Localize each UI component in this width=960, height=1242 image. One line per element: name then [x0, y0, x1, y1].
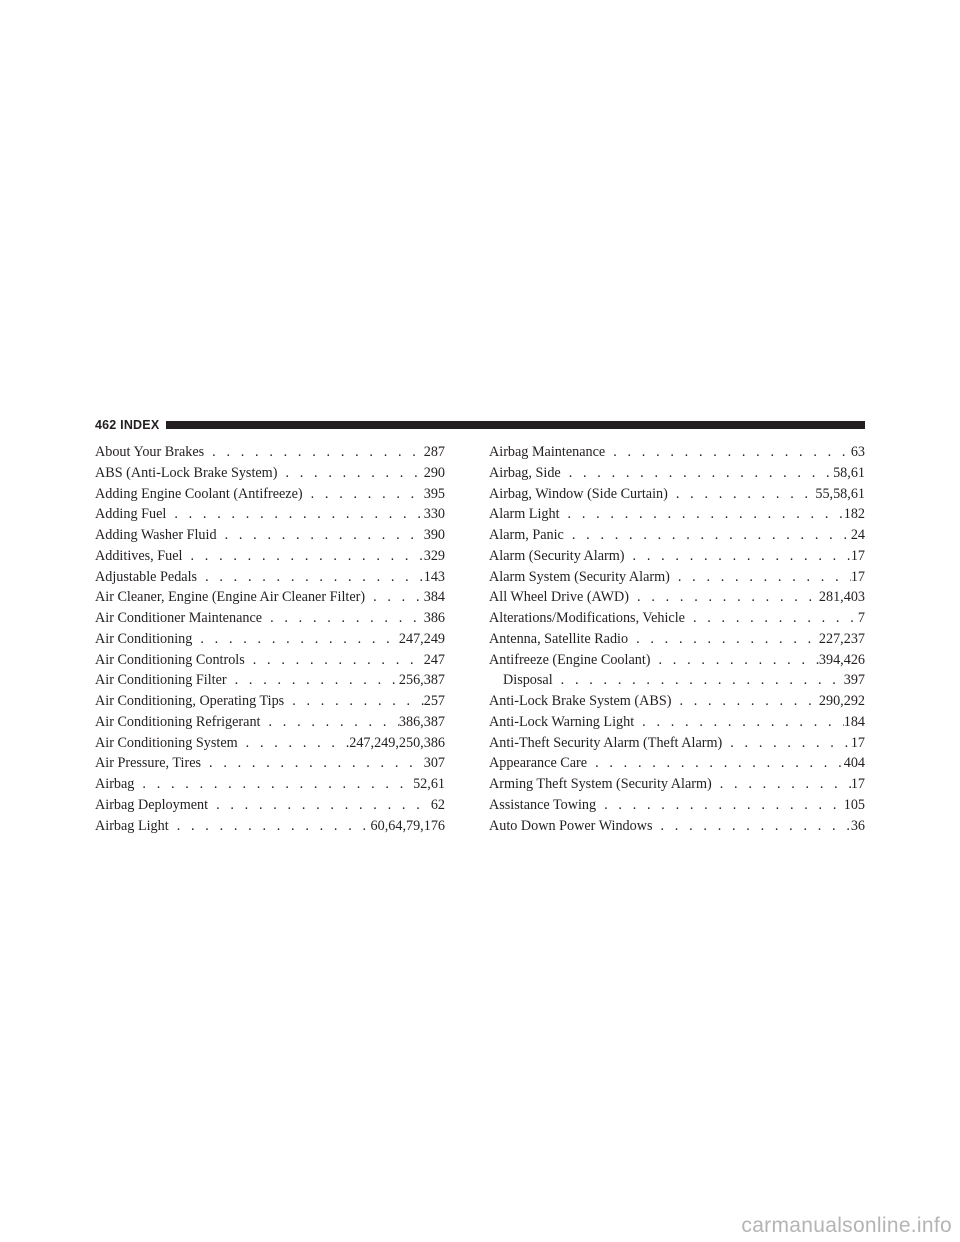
- index-pages: 7: [857, 610, 865, 626]
- page-number: 462: [95, 418, 117, 432]
- dot-leader: [166, 504, 423, 525]
- index-term: About Your Brakes: [95, 444, 205, 460]
- index-entry: [489, 753, 865, 774]
- index-entry: [95, 504, 445, 525]
- index-term: Air Conditioning Filter: [95, 672, 227, 689]
- index-pages: 404: [843, 755, 865, 772]
- index-term: Adding Fuel: [95, 506, 167, 523]
- dot-leader: [201, 753, 424, 774]
- index-pages: 397: [843, 672, 865, 689]
- index-term: Alarm Light: [489, 506, 560, 523]
- index-term: Air Conditioning, Operating Tips: [95, 693, 285, 709]
- index-term: Airbag Light: [95, 817, 169, 834]
- index-term: Antifreeze (Engine Coolant): [489, 651, 651, 668]
- index-pages: 182: [843, 506, 865, 523]
- index-entry: [95, 650, 445, 671]
- dot-leader: [561, 463, 833, 484]
- dot-leader: [238, 733, 350, 754]
- page-header: [95, 414, 865, 436]
- index-term: Alarm (Security Alarm): [489, 547, 625, 564]
- index-pages: 247,249: [398, 630, 445, 647]
- section-title: INDEX: [120, 418, 160, 432]
- index-entry: [489, 816, 865, 837]
- index-entry: [95, 587, 445, 608]
- index-pages: 184: [843, 713, 865, 730]
- index-pages: 55,58,61: [815, 485, 865, 502]
- dot-leader: [670, 567, 851, 588]
- index-entry: [489, 733, 865, 754]
- index-entry: [95, 795, 445, 816]
- index-entry: [489, 691, 865, 712]
- index-pages: 36: [850, 817, 865, 834]
- index-term: Disposal: [503, 672, 553, 689]
- index-pages: 290,292: [818, 693, 865, 709]
- index-pages: 247,249,250,386: [349, 734, 445, 751]
- dot-leader: [284, 691, 424, 712]
- dot-leader: [192, 629, 399, 650]
- index-term: Airbag, Window (Side Curtain): [489, 485, 668, 502]
- index-pages: 386,387: [398, 713, 445, 730]
- index-term: Air Conditioner Maintenance: [95, 610, 263, 626]
- index-term: Anti-Lock Warning Light: [489, 713, 635, 730]
- dot-leader: [685, 608, 858, 629]
- index-pages: 62: [430, 796, 445, 813]
- index-pages: 58,61: [833, 464, 865, 481]
- page-header-label: [95, 418, 166, 432]
- index-entry: [95, 629, 445, 650]
- index-term: Appearance Care: [489, 755, 588, 772]
- dot-leader: [303, 484, 424, 505]
- index-pages: 17: [850, 568, 865, 585]
- index-pages: 329: [423, 547, 445, 564]
- dot-leader: [365, 587, 424, 608]
- index-pages: 63: [850, 444, 865, 460]
- index-term: Air Conditioning Controls: [95, 651, 245, 668]
- dot-leader: [227, 670, 399, 691]
- index-entry: [95, 816, 445, 837]
- index-entry: [489, 463, 865, 484]
- index-entry: [95, 525, 445, 546]
- index-term: Adding Washer Fluid: [95, 527, 217, 543]
- index-entry: [95, 733, 445, 754]
- index-entry: [489, 608, 865, 629]
- index-entry: [95, 546, 445, 567]
- index-column-left: [95, 442, 445, 836]
- index-entry: [489, 546, 865, 567]
- index-term: Additives, Fuel: [95, 547, 183, 564]
- dot-leader: [262, 608, 424, 629]
- index-term: Anti-Theft Security Alarm (Theft Alarm): [489, 734, 723, 751]
- index-term: Adding Engine Coolant (Antifreeze): [95, 485, 303, 502]
- index-pages: 24: [850, 527, 865, 543]
- dot-leader: [197, 567, 424, 588]
- index-entry: [95, 442, 445, 463]
- dot-leader: [722, 733, 851, 754]
- index-entry: [489, 525, 865, 546]
- index-term: Airbag, Side: [489, 464, 561, 481]
- dot-leader: [712, 774, 851, 795]
- index-term: Air Conditioning System: [95, 734, 238, 751]
- dot-leader: [183, 546, 424, 567]
- index-entry: [489, 587, 865, 608]
- index-pages: 330: [423, 506, 445, 523]
- dot-leader: [628, 629, 819, 650]
- dot-leader: [651, 650, 819, 671]
- index-term: Air Pressure, Tires: [95, 755, 202, 772]
- dot-leader: [553, 670, 844, 691]
- index-term: Airbag Maintenance: [489, 444, 606, 460]
- index-entry: [489, 484, 865, 505]
- index-term: Alterations/Modifications, Vehicle: [489, 610, 685, 626]
- index-pages: 52,61: [413, 776, 445, 792]
- watermark: carmanualsonline.info: [741, 1214, 952, 1237]
- dot-leader: [217, 525, 424, 546]
- index-pages: 17: [850, 776, 865, 792]
- index-pages: 227,237: [818, 630, 865, 647]
- dot-leader: [261, 712, 399, 733]
- index-term: Airbag Deployment: [95, 796, 209, 813]
- index-entry: [95, 774, 445, 795]
- index-term: Adjustable Pedals: [95, 568, 198, 585]
- index-pages: 281,403: [818, 589, 865, 606]
- index-term: Air Cleaner, Engine (Engine Air Cleaner Filter): [95, 589, 366, 606]
- dot-leader: [634, 712, 844, 733]
- dot-leader: [564, 525, 851, 546]
- index-entry: [95, 608, 445, 629]
- index-pages: 395: [423, 485, 445, 502]
- index-term: Assistance Towing: [489, 796, 597, 813]
- dot-leader: [629, 587, 819, 608]
- index-pages: 307: [423, 755, 445, 772]
- index-term: ABS (Anti-Lock Brake System): [95, 464, 278, 481]
- index-term: Anti-Lock Brake System (ABS): [489, 693, 672, 709]
- index-term: Antenna, Satellite Radio: [489, 630, 629, 647]
- dot-leader: [277, 463, 423, 484]
- index-entry: [95, 691, 445, 712]
- index-term: Auto Down Power Windows: [489, 817, 653, 834]
- index-term: Alarm System (Security Alarm): [489, 568, 670, 585]
- dot-leader: [605, 442, 851, 463]
- dot-leader: [169, 816, 371, 837]
- dot-leader: [668, 484, 815, 505]
- index-entry: [489, 712, 865, 733]
- dot-leader: [560, 504, 844, 525]
- dot-leader: [204, 442, 424, 463]
- index-term: Air Conditioning: [95, 630, 193, 647]
- header-rule: [166, 421, 865, 429]
- dot-leader: [596, 795, 844, 816]
- index-pages: 386: [423, 610, 445, 626]
- dot-leader: [625, 546, 851, 567]
- index-pages: 257: [423, 693, 445, 709]
- index-term: Alarm, Panic: [489, 527, 564, 543]
- index-pages: 384: [423, 589, 445, 606]
- dot-leader: [671, 691, 818, 712]
- index-entry: [489, 504, 865, 525]
- index-pages: 17: [850, 547, 865, 564]
- index-pages: 287: [423, 444, 445, 460]
- index-entry: [95, 670, 445, 691]
- index-entry: [95, 484, 445, 505]
- dot-leader: [653, 816, 851, 837]
- index-entry: [489, 774, 865, 795]
- index-pages: 143: [423, 568, 445, 585]
- index-entry: [489, 795, 865, 816]
- dot-leader: [208, 795, 431, 816]
- index-pages: 394,426: [818, 651, 865, 668]
- index-entry: [95, 463, 445, 484]
- dot-leader: [245, 650, 424, 671]
- index-entry: [489, 629, 865, 650]
- index-term: Arming Theft System (Security Alarm): [489, 776, 712, 792]
- index-pages: 60,64,79,176: [370, 817, 445, 834]
- index-entry: [489, 650, 865, 671]
- index-term: Air Conditioning Refrigerant: [95, 713, 261, 730]
- index-entry: [489, 670, 865, 691]
- index-pages: 390: [423, 527, 445, 543]
- index-pages: 290: [423, 464, 445, 481]
- index-entry: [95, 567, 445, 588]
- index-term: All Wheel Drive (AWD): [489, 589, 630, 606]
- index-pages: 247: [423, 651, 445, 668]
- index-entry: [489, 567, 865, 588]
- index-pages: 105: [843, 796, 865, 813]
- index-term: Airbag: [95, 776, 135, 792]
- index-entry: [95, 753, 445, 774]
- index-pages: 17: [850, 734, 865, 751]
- index-pages: 256,387: [398, 672, 445, 689]
- index-entry: [489, 442, 865, 463]
- index-column-right: [489, 442, 865, 836]
- dot-leader: [134, 774, 413, 795]
- index-entry: [95, 712, 445, 733]
- dot-leader: [587, 753, 844, 774]
